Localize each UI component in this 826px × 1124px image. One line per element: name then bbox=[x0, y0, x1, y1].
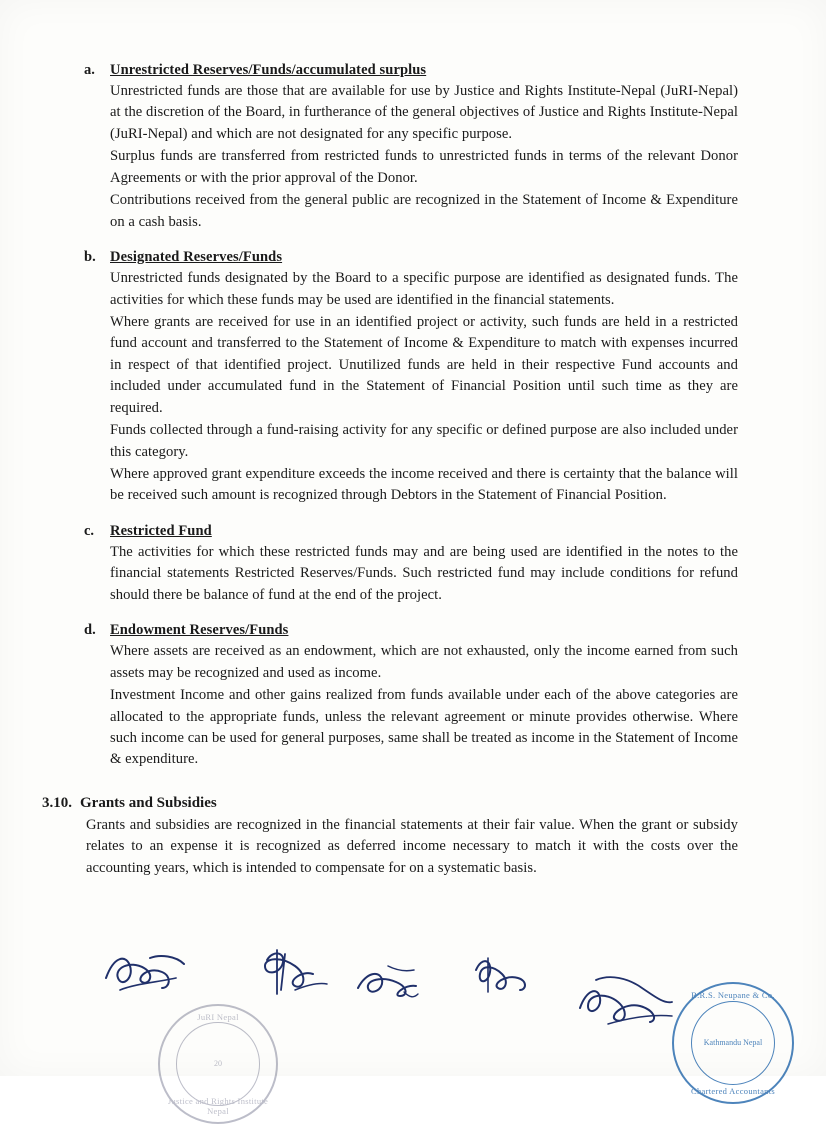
paragraph: Contributions received from the general public are recognized in the Statement of Income & Expenditure on a cash basis. bbox=[110, 192, 738, 230]
section-a-body bbox=[110, 81, 738, 233]
paragraph: Investment Income and other gains realized from funds available under each of the above categories are allocated to the appropriate funds, unless the relevant agreement or minute provides otherwise. Where such income can be used for general purposes, same shall be treated as income in the Statement of Income & expenditure. bbox=[110, 687, 738, 768]
section-b-body bbox=[110, 268, 738, 507]
auditor-stamp-bottom-text: Chartered Accountants bbox=[691, 1086, 775, 1096]
section-3-10-heading bbox=[42, 795, 738, 812]
organization-stamp-inner-text: 20 bbox=[214, 1059, 222, 1069]
section-c-title: Restricted Fund bbox=[110, 522, 212, 539]
section-d-body bbox=[110, 641, 738, 771]
section-c-heading bbox=[78, 523, 738, 540]
section-b-letter: b. bbox=[84, 249, 96, 266]
section-c-letter: c. bbox=[84, 522, 95, 539]
organization-stamp-top-text: JuRI Nepal bbox=[197, 1012, 239, 1022]
signature-5 bbox=[572, 968, 682, 1028]
organization-stamp bbox=[158, 1004, 278, 1124]
signature-4 bbox=[468, 952, 544, 998]
paragraph: Where grants are received for use in an identified project or activity, such funds are held in a restricted fund account and transferred to the Statement of Income & Expenditure to match with expenses incurred in respect of that identified project. Unutilized funds are held in their respective Fund accounts and included under accumulated fund in the Statement of Financial Position until such time as they are required. bbox=[110, 313, 738, 416]
section-d-letter: d. bbox=[84, 622, 96, 639]
section-b bbox=[78, 249, 738, 507]
section-a-heading bbox=[78, 62, 738, 79]
paragraph: The activities for which these restricted funds may and are being used are identified in the notes to the financial statements Restricted Reserves/Funds. Such restricted fund may include conditions for refund should there be balance of fund at the end of the project. bbox=[110, 543, 738, 603]
paragraph: Where approved grant expenditure exceeds the income received and there is certainty that the balance will be received such amount is recognized through Debtors in the Statement of Financial Position. bbox=[110, 466, 738, 504]
section-c bbox=[78, 523, 738, 606]
section-3-10 bbox=[42, 794, 738, 879]
paragraph: Surplus funds are transferred from restricted funds to unrestricted funds in terms of the relevant Donor Agreements or with the prior approval of the Donor. bbox=[110, 148, 738, 186]
organization-stamp-inner bbox=[176, 1022, 259, 1105]
section-b-title: Designated Reserves/Funds bbox=[110, 249, 283, 266]
section-d bbox=[78, 622, 738, 771]
section-3-10-title: Grants and Subsidies bbox=[80, 794, 217, 811]
section-d-heading bbox=[78, 622, 738, 639]
paragraph: Unrestricted funds are those that are available for use by Justice and Rights Institute-Nepal (JuRI-Nepal) at the discretion of the Board, in furtherance of the general objectives of Justice and Rights Institute-Nepal (JuRI-Nepal) and which are not designated for any specific purpose. bbox=[110, 83, 738, 142]
auditor-stamp-inner bbox=[691, 1001, 776, 1086]
signature-3 bbox=[352, 962, 432, 1002]
auditor-stamp-inner-text: Kathmandu Nepal bbox=[703, 1038, 763, 1048]
auditor-stamp-top-text: B.R.S. Neupane & Co. bbox=[691, 990, 775, 1000]
paragraph: Where assets are received as an endowment, which are not exhausted, only the income earned from such assets may be recognized and used as income. bbox=[110, 643, 738, 681]
section-3-10-number: 3.10. bbox=[42, 794, 72, 811]
section-a-letter: a. bbox=[84, 62, 95, 78]
section-c-body bbox=[110, 542, 738, 606]
section-b-heading bbox=[78, 249, 738, 266]
paragraph: Unrestricted funds designated by the Board to a specific purpose are identified as designated funds. The activities for which these funds may be used are identified in the financial statements. bbox=[110, 270, 738, 308]
section-d-title: Endowment Reserves/Funds bbox=[110, 622, 289, 639]
section-3-10-body bbox=[86, 815, 738, 879]
signature-1 bbox=[100, 948, 190, 994]
signature-2 bbox=[255, 946, 345, 998]
paragraph: Funds collected through a fund-raising activity for any specific or defined purpose are also included under this category. bbox=[110, 422, 738, 460]
section-a bbox=[78, 62, 738, 233]
auditor-stamp bbox=[672, 982, 794, 1104]
paragraph: Grants and subsidies are recognized in the financial statements at their fair value. When the grant or subsidy relates to an expense it is recognized as deferred income necessary to match it with the costs over the accounting years, which is intended to compensate for on a systematic basis. bbox=[86, 816, 738, 876]
section-a-title: Unrestricted Reserves/Funds/accumulated surplus bbox=[110, 62, 427, 78]
organization-stamp-bottom-text: Justice and Rights Institute Nepal bbox=[167, 1096, 269, 1116]
